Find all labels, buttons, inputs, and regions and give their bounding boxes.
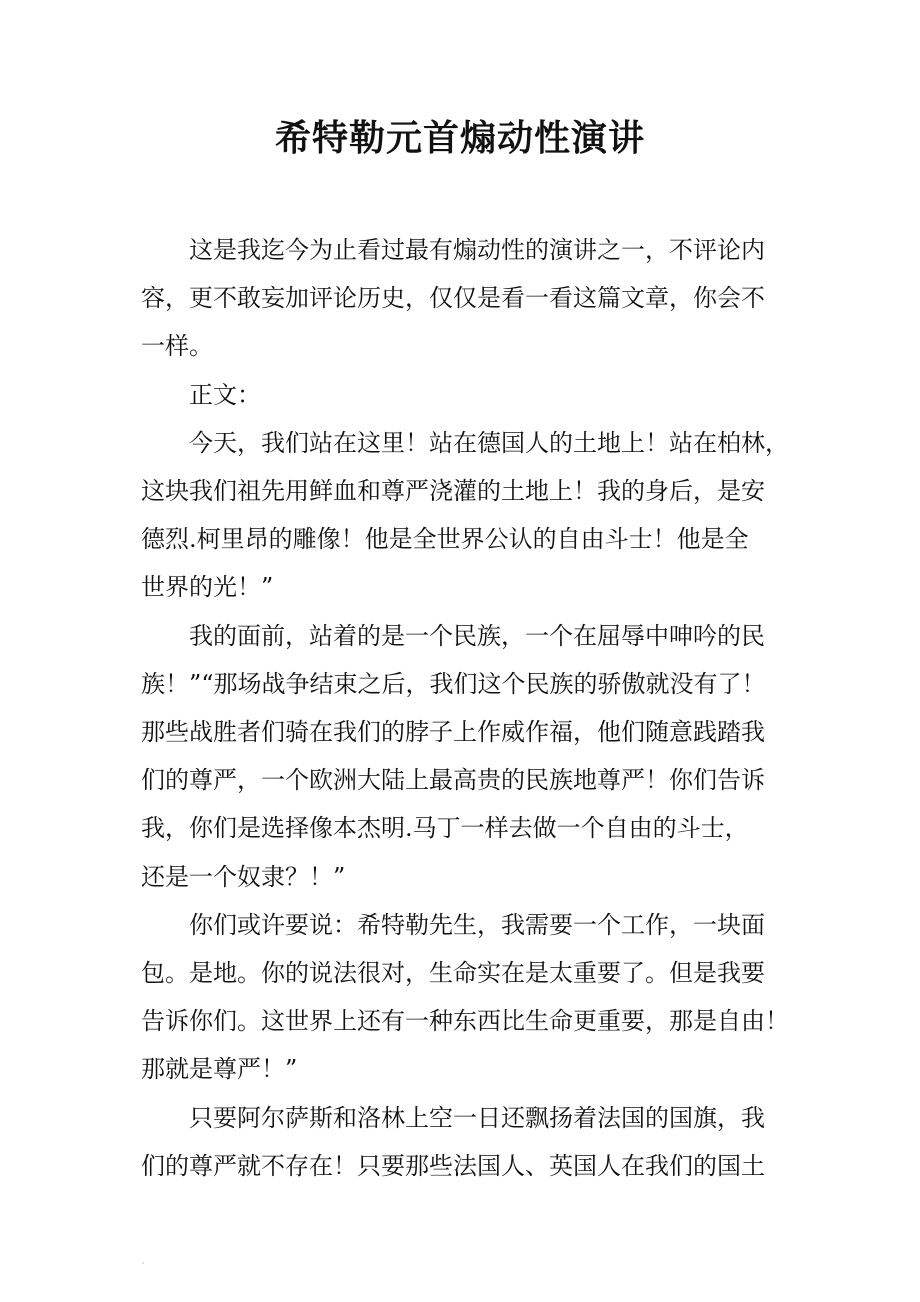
text-line: 族！”“那场战争结束之后，我们这个民族的骄傲就没有了！: [141, 669, 766, 698]
text-line: 那些战胜者们骑在我们的脖子上作威作福，他们随意践踏我: [141, 718, 765, 747]
text-line: 那就是尊严！”: [141, 1055, 298, 1084]
document-body: [141, 226, 801, 1190]
paragraph-speech-2: [141, 612, 801, 901]
paragraph-speech-3: [141, 901, 801, 1094]
paragraph-main-text-label: [141, 371, 801, 419]
scan-speck: [142, 1262, 144, 1264]
text-line: 还是一个奴隶？！”: [141, 862, 346, 891]
text-line: 我，你们是选择像本杰明.马丁一样去做一个自由的斗士，: [141, 814, 749, 843]
text-line: 容，更不敢妄加评论历史，仅仅是看一看这篇文章，你会不: [141, 284, 765, 313]
text-line: 只要阿尔萨斯和洛林上空一日还飘扬着法国的国旗，我: [189, 1103, 765, 1132]
paragraph-speech-1: [141, 419, 801, 612]
text-line: 这块我们祖先用鲜血和尊严浇灌的土地上！我的身后，是安: [141, 477, 765, 506]
text-line: 们的尊严，一个欧洲大陆上最高贵的民族地尊严！你们告诉: [141, 766, 765, 795]
text-line: 我的面前，站着的是一个民族，一个在屈辱中呻吟的民: [189, 621, 765, 650]
text-line: 正文：: [189, 380, 261, 409]
text-line: 告诉你们。这世界上还有一种东西比生命更重要，那是自由！: [141, 1007, 789, 1036]
document-title: 希特勒元首煽动性演讲: [274, 117, 645, 159]
text-line: 德烈.柯里昂的雕像！他是全世界公认的自由斗士！他是全: [141, 525, 749, 554]
text-line: 今天，我们站在这里！站在德国人的土地上！站在柏林，: [189, 428, 789, 457]
text-line: 世界的光！”: [141, 573, 274, 602]
paragraph-speech-4: [141, 1094, 801, 1190]
text-line: 这是我迄今为止看过最有煽动性的演讲之一，不评论内: [189, 236, 765, 264]
text-line: 你们或许要说：希特勒先生，我需要一个工作，一块面: [189, 910, 765, 939]
paragraph-intro: [141, 226, 801, 371]
text-line: 一样。: [141, 332, 213, 361]
text-line: 包。是地。你的说法很对，生命实在是太重要了。但是我要: [141, 959, 765, 988]
text-line: 们的尊严就不存在！只要那些法国人、英国人在我们的国土: [141, 1151, 765, 1180]
